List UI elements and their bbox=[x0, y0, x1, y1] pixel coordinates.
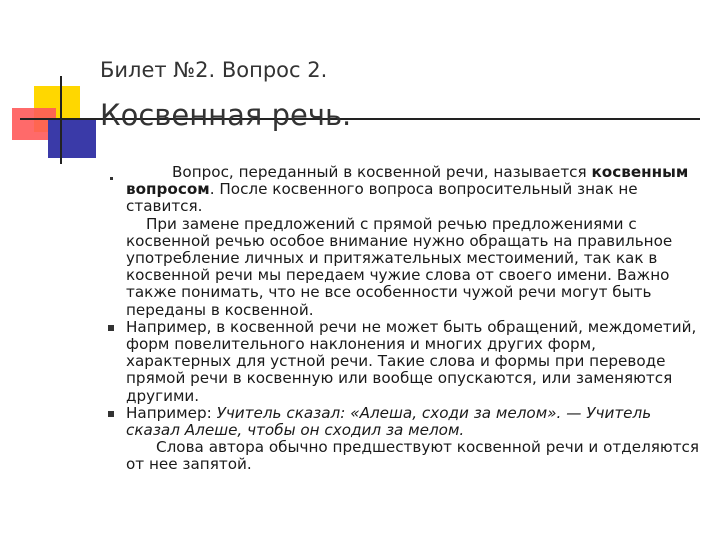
p1-lead: Вопрос, переданный в косвенной речи, называется bbox=[172, 163, 587, 181]
bullet-icon bbox=[108, 325, 114, 331]
paragraph-1 bbox=[126, 164, 702, 216]
list-item bbox=[112, 164, 702, 319]
paragraph-2 bbox=[126, 216, 702, 319]
paragraph-3: Например, в косвенной речи не может быть обращений, междометий, форм повелительного наклонения и многих других форм, характерных для устной речи. Такие слова и формы при переводе прямой речи в косвенную или вообще опускаются, или заменяются другими. bbox=[126, 317, 697, 405]
slide-subtitle: Билет №2. Вопрос 2. bbox=[100, 58, 328, 82]
p5-text: Слова автора обычно предшествуют косвенной речи и отделяются от нее запятой. bbox=[126, 438, 700, 474]
list-item bbox=[112, 319, 702, 405]
p1-bold: косвенным вопросом bbox=[126, 163, 689, 199]
slide-body bbox=[112, 164, 702, 474]
p1-rest: . После косвенного вопроса вопросительный знак не ставится. bbox=[126, 180, 638, 216]
p4-lead: Например: bbox=[126, 403, 217, 422]
p2-text: При замене предложений с прямой речью предложениями с косвенной речью особое внимание нужно обращать на правильное употребление личных и притяжательных местоимений, так как в косвенной речи мы передаем чужие слова от своего имени. Важно также понимать, что не все особенности чужой речи могут быть переданы в косвенной. bbox=[126, 214, 673, 319]
list-item bbox=[112, 405, 702, 474]
slide-title: Косвенная речь. bbox=[100, 98, 352, 132]
decor-blue-square bbox=[48, 118, 96, 158]
paragraph-5 bbox=[126, 439, 702, 473]
bullet-icon bbox=[108, 411, 114, 417]
bullet-icon bbox=[110, 177, 113, 180]
p4-italic-example: Учитель сказал: «Алеша, сходи за мелом». — Учитель сказал Алеше, чтобы он сходил за мелом. bbox=[126, 403, 652, 440]
decor-vertical-line bbox=[60, 76, 62, 164]
paragraph-4 bbox=[126, 405, 702, 439]
